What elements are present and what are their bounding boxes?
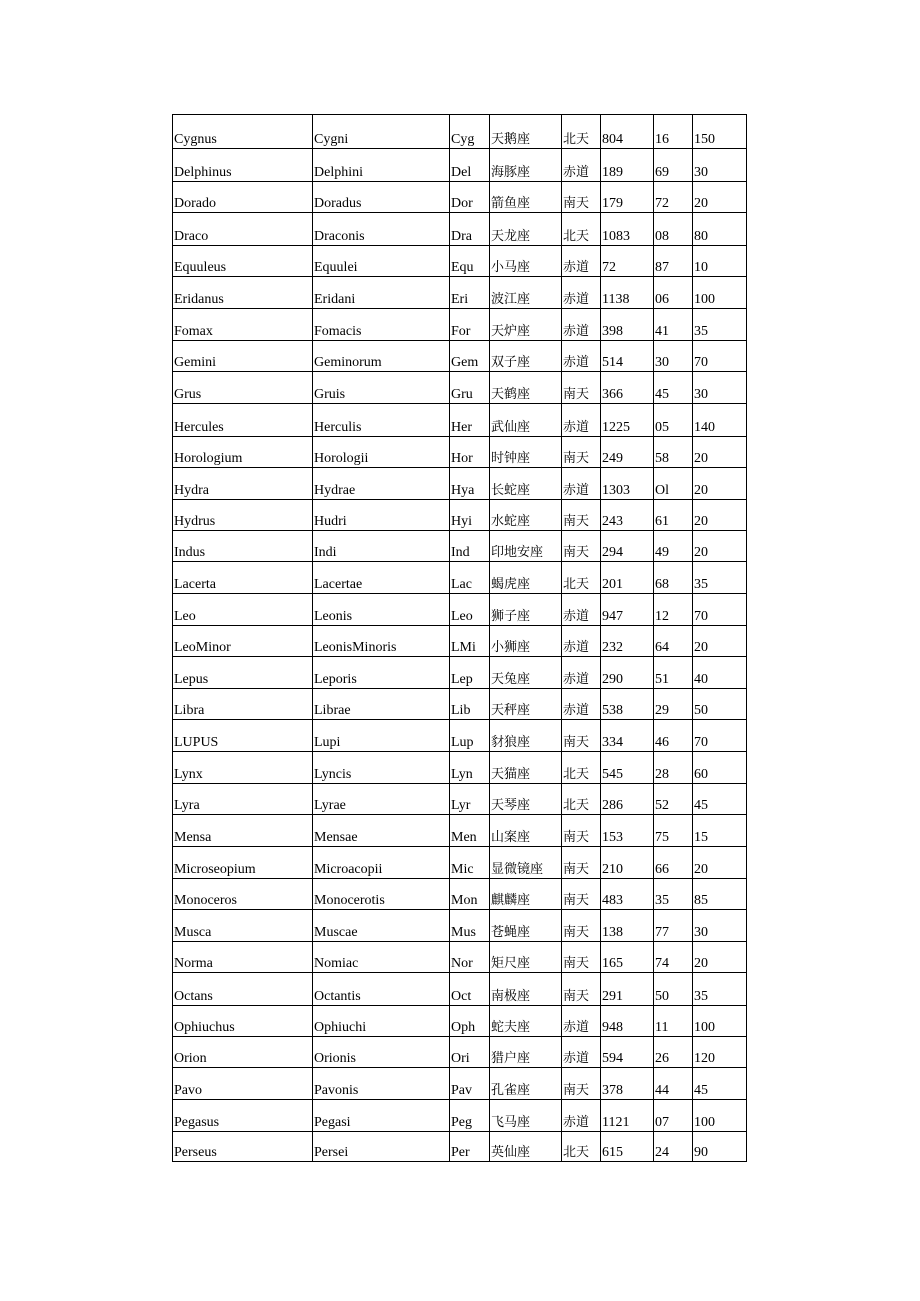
cell-area: 165 — [601, 942, 654, 973]
cell-chinese-name: 天鹅座 — [490, 115, 562, 149]
cell-genitive: Fomacis — [313, 309, 450, 341]
cell-chinese-name: 时钟座 — [490, 437, 562, 468]
table-row — [173, 1068, 747, 1100]
cell-latin-name: Eridanus — [173, 277, 313, 309]
cell-chinese-name: 天鹤座 — [490, 372, 562, 404]
cell-abbreviation: Ind — [450, 531, 490, 562]
cell-rank: 50 — [654, 973, 693, 1006]
cell-abbreviation: Mus — [450, 910, 490, 942]
cell-rank: 12 — [654, 594, 693, 626]
cell-abbreviation: Ori — [450, 1037, 490, 1068]
cell-region: 北天 — [562, 1132, 601, 1162]
table-row — [173, 942, 747, 973]
cell-rank: 72 — [654, 182, 693, 213]
cell-latin-name: Octans — [173, 973, 313, 1006]
cell-area: 179 — [601, 182, 654, 213]
cell-chinese-name: 武仙座 — [490, 404, 562, 437]
cell-rank: 52 — [654, 784, 693, 815]
cell-abbreviation: Oph — [450, 1006, 490, 1037]
cell-chinese-name: 双子座 — [490, 341, 562, 372]
cell-latin-name: Pegasus — [173, 1100, 313, 1132]
cell-area: 804 — [601, 115, 654, 149]
cell-rank: 05 — [654, 404, 693, 437]
cell-chinese-name: 天猫座 — [490, 752, 562, 784]
cell-star-count: 70 — [693, 720, 747, 752]
cell-chinese-name: 长蛇座 — [490, 468, 562, 500]
cell-abbreviation: Dra — [450, 213, 490, 246]
cell-chinese-name: 麒麟座 — [490, 879, 562, 910]
cell-region: 南天 — [562, 531, 601, 562]
cell-star-count: 80 — [693, 213, 747, 246]
cell-genitive: Hydrae — [313, 468, 450, 500]
cell-genitive: Equulei — [313, 246, 450, 277]
cell-chinese-name: 印地安座 — [490, 531, 562, 562]
table-row — [173, 594, 747, 626]
cell-abbreviation: Men — [450, 815, 490, 847]
cell-abbreviation: Dor — [450, 182, 490, 213]
cell-chinese-name: 天秤座 — [490, 689, 562, 720]
cell-latin-name: Mensa — [173, 815, 313, 847]
cell-genitive: Indi — [313, 531, 450, 562]
cell-latin-name: Equuleus — [173, 246, 313, 277]
cell-rank: 69 — [654, 149, 693, 182]
cell-latin-name: Delphinus — [173, 149, 313, 182]
cell-star-count: 45 — [693, 1068, 747, 1100]
table-row — [173, 562, 747, 594]
table-row — [173, 341, 747, 372]
cell-region: 南天 — [562, 720, 601, 752]
cell-area: 201 — [601, 562, 654, 594]
cell-genitive: Draconis — [313, 213, 450, 246]
cell-latin-name: Lacerta — [173, 562, 313, 594]
cell-star-count: 20 — [693, 468, 747, 500]
cell-star-count: 90 — [693, 1132, 747, 1162]
cell-star-count: 150 — [693, 115, 747, 149]
cell-star-count: 120 — [693, 1037, 747, 1068]
cell-star-count: 100 — [693, 1100, 747, 1132]
cell-area: 366 — [601, 372, 654, 404]
cell-star-count: 70 — [693, 341, 747, 372]
cell-abbreviation: Oct — [450, 973, 490, 1006]
cell-rank: 28 — [654, 752, 693, 784]
cell-abbreviation: Equ — [450, 246, 490, 277]
cell-star-count: 70 — [693, 594, 747, 626]
cell-genitive: Orionis — [313, 1037, 450, 1068]
cell-chinese-name: 海豚座 — [490, 149, 562, 182]
cell-latin-name: Microseopium — [173, 847, 313, 879]
cell-area: 153 — [601, 815, 654, 847]
cell-region: 南天 — [562, 910, 601, 942]
cell-area: 138 — [601, 910, 654, 942]
cell-latin-name: Orion — [173, 1037, 313, 1068]
cell-area: 286 — [601, 784, 654, 815]
cell-rank: 77 — [654, 910, 693, 942]
cell-star-count: 100 — [693, 277, 747, 309]
cell-genitive: Horologii — [313, 437, 450, 468]
cell-star-count: 20 — [693, 182, 747, 213]
table-row — [173, 784, 747, 815]
cell-region: 南天 — [562, 847, 601, 879]
cell-abbreviation: Leo — [450, 594, 490, 626]
cell-genitive: Librae — [313, 689, 450, 720]
cell-rank: 45 — [654, 372, 693, 404]
cell-latin-name: Lynx — [173, 752, 313, 784]
cell-area: 232 — [601, 626, 654, 657]
cell-rank: 26 — [654, 1037, 693, 1068]
cell-region: 赤道 — [562, 1037, 601, 1068]
table-row — [173, 1100, 747, 1132]
table-row — [173, 1006, 747, 1037]
cell-genitive: Hudri — [313, 500, 450, 531]
cell-abbreviation: Hor — [450, 437, 490, 468]
table-row — [173, 657, 747, 689]
cell-star-count: 20 — [693, 626, 747, 657]
cell-abbreviation: LMi — [450, 626, 490, 657]
cell-star-count: 35 — [693, 562, 747, 594]
cell-star-count: 10 — [693, 246, 747, 277]
cell-region: 南天 — [562, 500, 601, 531]
cell-rank: 35 — [654, 879, 693, 910]
cell-abbreviation: Pav — [450, 1068, 490, 1100]
cell-rank: 87 — [654, 246, 693, 277]
cell-star-count: 35 — [693, 309, 747, 341]
table-row — [173, 437, 747, 468]
cell-genitive: Lyncis — [313, 752, 450, 784]
cell-area: 483 — [601, 879, 654, 910]
cell-region: 南天 — [562, 815, 601, 847]
cell-region: 南天 — [562, 437, 601, 468]
cell-chinese-name: 英仙座 — [490, 1132, 562, 1162]
cell-genitive: Microacopii — [313, 847, 450, 879]
cell-latin-name: Gemini — [173, 341, 313, 372]
cell-genitive: Delphini — [313, 149, 450, 182]
cell-latin-name: Lyra — [173, 784, 313, 815]
cell-star-count: 60 — [693, 752, 747, 784]
cell-star-count: 30 — [693, 910, 747, 942]
cell-abbreviation: Nor — [450, 942, 490, 973]
cell-rank: 68 — [654, 562, 693, 594]
cell-abbreviation: Mon — [450, 879, 490, 910]
cell-area: 615 — [601, 1132, 654, 1162]
cell-abbreviation: Lyn — [450, 752, 490, 784]
cell-latin-name: Draco — [173, 213, 313, 246]
cell-rank: 46 — [654, 720, 693, 752]
cell-genitive: Lyrae — [313, 784, 450, 815]
cell-chinese-name: 小狮座 — [490, 626, 562, 657]
table-row — [173, 815, 747, 847]
cell-abbreviation: Per — [450, 1132, 490, 1162]
cell-abbreviation: Lyr — [450, 784, 490, 815]
cell-rank: 74 — [654, 942, 693, 973]
cell-region: 北天 — [562, 784, 601, 815]
table-row — [173, 182, 747, 213]
cell-abbreviation: Del — [450, 149, 490, 182]
cell-genitive: Doradus — [313, 182, 450, 213]
cell-chinese-name: 山案座 — [490, 815, 562, 847]
table-row — [173, 847, 747, 879]
cell-abbreviation: Her — [450, 404, 490, 437]
cell-chinese-name: 波江座 — [490, 277, 562, 309]
cell-region: 南天 — [562, 182, 601, 213]
table-row — [173, 213, 747, 246]
cell-rank: 29 — [654, 689, 693, 720]
cell-latin-name: Musca — [173, 910, 313, 942]
cell-latin-name: Fomax — [173, 309, 313, 341]
cell-chinese-name: 蝎虎座 — [490, 562, 562, 594]
cell-star-count: 15 — [693, 815, 747, 847]
cell-abbreviation: Gru — [450, 372, 490, 404]
cell-region: 赤道 — [562, 468, 601, 500]
cell-area: 378 — [601, 1068, 654, 1100]
table-row — [173, 626, 747, 657]
cell-chinese-name: 猎户座 — [490, 1037, 562, 1068]
cell-rank: 44 — [654, 1068, 693, 1100]
cell-area: 1121 — [601, 1100, 654, 1132]
cell-genitive: Muscae — [313, 910, 450, 942]
cell-latin-name: Dorado — [173, 182, 313, 213]
table-row — [173, 1037, 747, 1068]
table-row — [173, 277, 747, 309]
cell-region: 南天 — [562, 942, 601, 973]
cell-star-count: 40 — [693, 657, 747, 689]
cell-region: 赤道 — [562, 341, 601, 372]
cell-chinese-name: 矩尺座 — [490, 942, 562, 973]
cell-area: 290 — [601, 657, 654, 689]
table-row — [173, 1132, 747, 1162]
cell-abbreviation: Lib — [450, 689, 490, 720]
cell-region: 赤道 — [562, 246, 601, 277]
cell-region: 南天 — [562, 879, 601, 910]
cell-region: 赤道 — [562, 626, 601, 657]
cell-chinese-name: 小马座 — [490, 246, 562, 277]
cell-latin-name: Hercules — [173, 404, 313, 437]
cell-latin-name: Leo — [173, 594, 313, 626]
cell-latin-name: Cygnus — [173, 115, 313, 149]
cell-abbreviation: Lep — [450, 657, 490, 689]
cell-chinese-name: 天龙座 — [490, 213, 562, 246]
cell-area: 243 — [601, 500, 654, 531]
cell-latin-name: Perseus — [173, 1132, 313, 1162]
cell-rank: 24 — [654, 1132, 693, 1162]
cell-rank: 49 — [654, 531, 693, 562]
cell-latin-name: Pavo — [173, 1068, 313, 1100]
cell-rank: 30 — [654, 341, 693, 372]
cell-area: 189 — [601, 149, 654, 182]
cell-genitive: Lacertae — [313, 562, 450, 594]
cell-rank: Ol — [654, 468, 693, 500]
table-row — [173, 720, 747, 752]
cell-latin-name: Lepus — [173, 657, 313, 689]
cell-latin-name: Norma — [173, 942, 313, 973]
cell-area: 1083 — [601, 213, 654, 246]
table-row — [173, 689, 747, 720]
cell-rank: 06 — [654, 277, 693, 309]
table-row — [173, 910, 747, 942]
cell-star-count: 85 — [693, 879, 747, 910]
cell-chinese-name: 显微镜座 — [490, 847, 562, 879]
cell-genitive: Cygni — [313, 115, 450, 149]
cell-genitive: Persei — [313, 1132, 450, 1162]
cell-genitive: Nomiac — [313, 942, 450, 973]
cell-chinese-name: 天琴座 — [490, 784, 562, 815]
cell-genitive: Mensae — [313, 815, 450, 847]
table-row — [173, 973, 747, 1006]
cell-star-count: 20 — [693, 437, 747, 468]
cell-latin-name: Indus — [173, 531, 313, 562]
table-row — [173, 879, 747, 910]
cell-rank: 61 — [654, 500, 693, 531]
cell-abbreviation: Hya — [450, 468, 490, 500]
cell-region: 赤道 — [562, 149, 601, 182]
constellation-table — [172, 114, 747, 1162]
cell-region: 赤道 — [562, 1006, 601, 1037]
cell-rank: 66 — [654, 847, 693, 879]
cell-latin-name: Hydrus — [173, 500, 313, 531]
cell-star-count: 100 — [693, 1006, 747, 1037]
cell-area: 398 — [601, 309, 654, 341]
cell-rank: 07 — [654, 1100, 693, 1132]
cell-latin-name: LUPUS — [173, 720, 313, 752]
table-row — [173, 309, 747, 341]
cell-area: 1138 — [601, 277, 654, 309]
cell-star-count: 20 — [693, 531, 747, 562]
table-row — [173, 531, 747, 562]
cell-genitive: Geminorum — [313, 341, 450, 372]
cell-star-count: 20 — [693, 500, 747, 531]
cell-genitive: Monocerotis — [313, 879, 450, 910]
cell-latin-name: Hydra — [173, 468, 313, 500]
cell-genitive: LeonisMinoris — [313, 626, 450, 657]
cell-abbreviation: Lup — [450, 720, 490, 752]
table-row — [173, 468, 747, 500]
cell-area: 334 — [601, 720, 654, 752]
cell-abbreviation: Hyi — [450, 500, 490, 531]
cell-latin-name: Monoceros — [173, 879, 313, 910]
cell-chinese-name: 苍蝇座 — [490, 910, 562, 942]
cell-region: 赤道 — [562, 657, 601, 689]
cell-area: 72 — [601, 246, 654, 277]
cell-abbreviation: Lac — [450, 562, 490, 594]
cell-genitive: Gruis — [313, 372, 450, 404]
cell-region: 赤道 — [562, 1100, 601, 1132]
cell-genitive: Ophiuchi — [313, 1006, 450, 1037]
cell-area: 291 — [601, 973, 654, 1006]
cell-region: 南天 — [562, 1068, 601, 1100]
cell-abbreviation: Mic — [450, 847, 490, 879]
cell-area: 947 — [601, 594, 654, 626]
cell-region: 赤道 — [562, 404, 601, 437]
cell-genitive: Lupi — [313, 720, 450, 752]
cell-chinese-name: 箭鱼座 — [490, 182, 562, 213]
cell-area: 538 — [601, 689, 654, 720]
table-row — [173, 500, 747, 531]
cell-chinese-name: 水蛇座 — [490, 500, 562, 531]
cell-region: 赤道 — [562, 594, 601, 626]
cell-latin-name: Horologium — [173, 437, 313, 468]
cell-chinese-name: 天炉座 — [490, 309, 562, 341]
cell-region: 北天 — [562, 752, 601, 784]
cell-star-count: 45 — [693, 784, 747, 815]
table-row — [173, 115, 747, 149]
cell-chinese-name: 豺狼座 — [490, 720, 562, 752]
cell-star-count: 140 — [693, 404, 747, 437]
cell-area: 1225 — [601, 404, 654, 437]
cell-area: 294 — [601, 531, 654, 562]
cell-star-count: 30 — [693, 372, 747, 404]
cell-latin-name: Libra — [173, 689, 313, 720]
cell-region: 赤道 — [562, 309, 601, 341]
cell-region: 北天 — [562, 213, 601, 246]
cell-rank: 16 — [654, 115, 693, 149]
cell-area: 545 — [601, 752, 654, 784]
cell-chinese-name: 蛇夫座 — [490, 1006, 562, 1037]
cell-abbreviation: Peg — [450, 1100, 490, 1132]
cell-genitive: Eridani — [313, 277, 450, 309]
cell-chinese-name: 孔雀座 — [490, 1068, 562, 1100]
cell-abbreviation: For — [450, 309, 490, 341]
cell-area: 249 — [601, 437, 654, 468]
table-row — [173, 752, 747, 784]
cell-star-count: 35 — [693, 973, 747, 1006]
cell-star-count: 50 — [693, 689, 747, 720]
cell-chinese-name: 天兔座 — [490, 657, 562, 689]
cell-genitive: Pavonis — [313, 1068, 450, 1100]
cell-rank: 58 — [654, 437, 693, 468]
cell-star-count: 20 — [693, 847, 747, 879]
cell-abbreviation: Eri — [450, 277, 490, 309]
cell-rank: 75 — [654, 815, 693, 847]
cell-latin-name: LeoMinor — [173, 626, 313, 657]
cell-star-count: 20 — [693, 942, 747, 973]
cell-abbreviation: Gem — [450, 341, 490, 372]
cell-rank: 11 — [654, 1006, 693, 1037]
cell-area: 594 — [601, 1037, 654, 1068]
cell-abbreviation: Cyg — [450, 115, 490, 149]
cell-genitive: Leonis — [313, 594, 450, 626]
cell-genitive: Leporis — [313, 657, 450, 689]
cell-rank: 51 — [654, 657, 693, 689]
cell-rank: 64 — [654, 626, 693, 657]
cell-rank: 41 — [654, 309, 693, 341]
cell-star-count: 30 — [693, 149, 747, 182]
cell-chinese-name: 飞马座 — [490, 1100, 562, 1132]
cell-genitive: Octantis — [313, 973, 450, 1006]
cell-chinese-name: 南极座 — [490, 973, 562, 1006]
cell-area: 210 — [601, 847, 654, 879]
cell-region: 南天 — [562, 973, 601, 1006]
cell-region: 赤道 — [562, 689, 601, 720]
cell-latin-name: Ophiuchus — [173, 1006, 313, 1037]
cell-genitive: Pegasi — [313, 1100, 450, 1132]
cell-area: 514 — [601, 341, 654, 372]
cell-area: 948 — [601, 1006, 654, 1037]
table-row — [173, 149, 747, 182]
table-row — [173, 404, 747, 437]
table-row — [173, 372, 747, 404]
cell-genitive: Herculis — [313, 404, 450, 437]
cell-area: 1303 — [601, 468, 654, 500]
cell-latin-name: Grus — [173, 372, 313, 404]
cell-chinese-name: 狮子座 — [490, 594, 562, 626]
table-row — [173, 246, 747, 277]
cell-region: 赤道 — [562, 277, 601, 309]
cell-rank: 08 — [654, 213, 693, 246]
cell-region: 南天 — [562, 372, 601, 404]
cell-region: 北天 — [562, 115, 601, 149]
cell-region: 北天 — [562, 562, 601, 594]
